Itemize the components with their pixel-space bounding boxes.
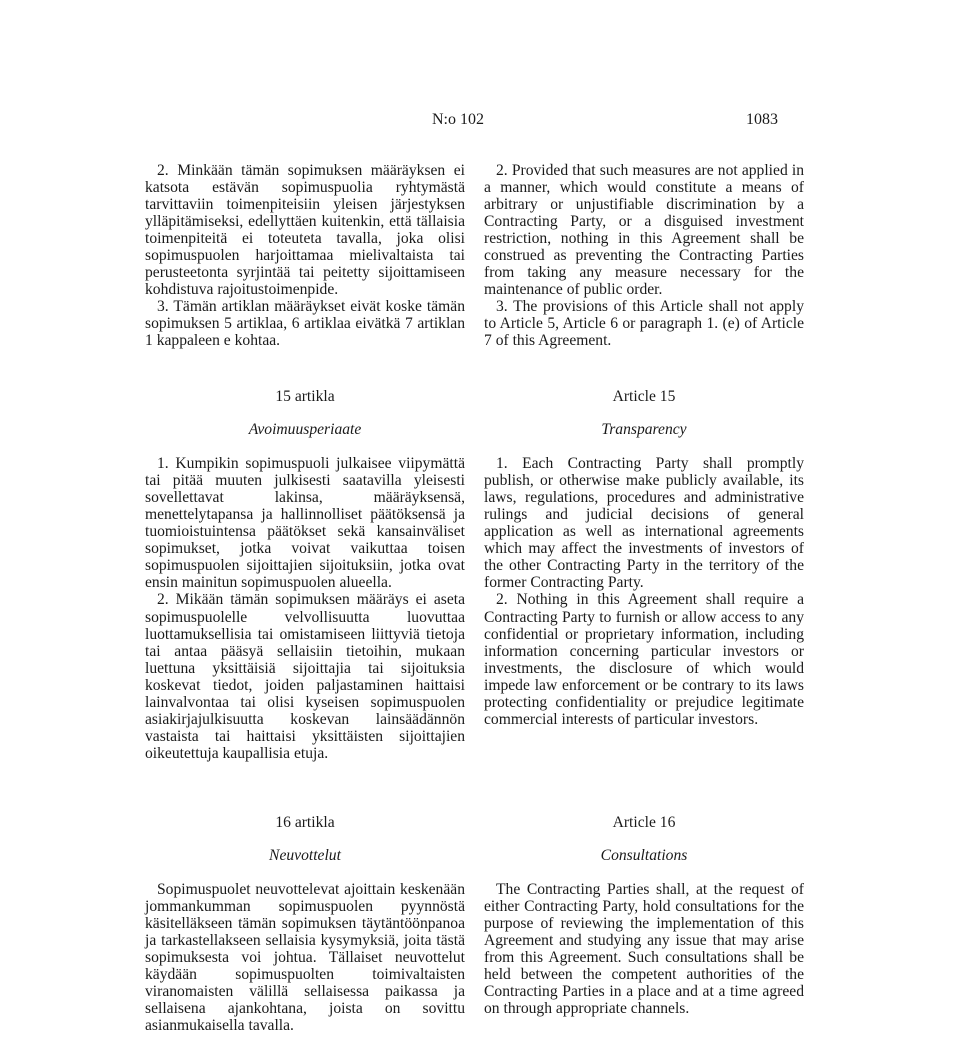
paragraph: 1. Kumpikin sopimuspuoli julkaisee viipymättä tai pitää muuten julkisesti saatavilla yleisesti sovellettavat lakinsa, määräyksensä, menettelytapansa ja hallinnolliset päätöksensä ja tuomioistuintensa päätökset sekä kansainväliset sopimukset, jotka voivat vaikuttaa toisen sopimuspuolen sijoittajien sijoituksiin, jotka ovat ensin mainitun sopimuspuolen alueella. (145, 455, 465, 592)
article-16-fi (145, 814, 465, 1035)
article-title: Consultations (600, 847, 688, 865)
article-number: 16 artikla (275, 814, 335, 831)
paragraph: The Contracting Parties shall, at the request of either Contracting Party, hold consultations for the purpose of reviewing the implementation of this Agreement and studying any issue that may arise from this Agreement. Such consultations shall be held between the competent authorities of the Contracting Parties in a place and at a time agreed on through appropriate channels. (484, 881, 804, 1018)
article-number: Article 16 (612, 814, 676, 831)
paragraph: 3. The provisions of this Article shall not apply to Article 5, Article 6 or paragraph 1. (e) of Article 7 of this Agreement. (484, 298, 804, 350)
article-15-en (484, 388, 804, 728)
page-header (0, 111, 960, 133)
article-14-continuation-fi (145, 162, 465, 350)
paragraph: 2. Mikään tämän sopimuksen määräys ei aseta sopimuspuolelle velvollisuutta luovuttaa luottamuksellisia tai omistamiseen liittyviä tietoja tai antaa pääsyä sellaisiin tietoihin, mukaan luettuna yksittäisiä sijoittajia tai sijoituksia koskevat tiedot, joiden paljastaminen haittaisi lainvalvontaa tai olisi kyseisen sopimuspuolen asiakirjajulkisuutta koskevan lainsäädännön vastaista tai haittaisi yksittäisten sijoittajien oikeutettuja kaupallisia etuja. (145, 591, 465, 762)
article-14-continuation-en (484, 162, 804, 350)
paragraph: 3. Tämän artiklan määräykset eivät koske tämän sopimuksen 5 artiklaa, 6 artiklaa eivätkä 7 artiklan 1 kappaleen e kohtaa. (145, 298, 465, 350)
paragraph: 1. Each Contracting Party shall promptly publish, or otherwise make publicly available, its laws, regulations, procedures and administrative rulings and judicial decisions of general application as well as international agreements which may affect the investments of investors of the other Contracting Party in the territory of the former Contracting Party. (484, 455, 804, 592)
paragraph: Sopimuspuolet neuvottelevat ajoittain keskenään jommankumman sopimuspuolen pyynnöstä käsitelläkseen tämän sopimuksen täytäntöönpanoa ja tarkastellakseen sellaisia kysymyksiä, joita tästä sopimuksesta voi johtua. Tällaiset neuvottelut käydään sopimuspuolten toimivaltaisten viranomaisten välillä sellaisessa paikassa ja sellaisena ajankohtana, joista on sovittu asianmukaisella tavalla. (145, 881, 465, 1035)
paragraph: 2. Nothing in this Agreement shall require a Contracting Party to furnish or allow access to any confidential or proprietary information, including information concerning particular investors or investments, the disclosure of which would impede law enforcement or be contrary to its laws protecting confidentiality or prejudice legitimate commercial interests of particular investors. (484, 591, 804, 728)
article-title: Avoimuusperiaate (248, 421, 362, 439)
paragraph: 2. Provided that such measures are not applied in a manner, which would constitute a means of arbitrary or unjustifiable discrimination by a Contracting Party, or a disguised investment restriction, nothing in this Agreement shall be construed as preventing the Contracting Parties from taking any measure necessary for the maintenance of public order. (484, 162, 804, 299)
paragraph: 2. Minkään tämän sopimuksen määräyksen ei katsota estävän sopimuspuolia ryhtymästä tarvittaviin toimenpiteisiin yleisen järjestyksen ylläpitämiseksi, edellyttäen kuitenkin, että tällaisia toimenpiteitä ei toteuteta tavalla, joka olisi sopimuspuolen harjoittamaa mielivaltaista tai perusteetonta syrjintää tai peitetty sijoittamiseen kohdistuva rajoitustoimenpide. (145, 162, 465, 299)
page-number: 1083 (746, 111, 778, 128)
article-title: Transparency (601, 421, 687, 439)
issue-number: N:o 102 (432, 111, 484, 128)
article-16-en (484, 814, 804, 1017)
article-number: Article 15 (612, 388, 676, 405)
article-title: Neuvottelut (269, 847, 341, 865)
article-15-fi (145, 388, 465, 762)
article-number: 15 artikla (275, 388, 335, 405)
